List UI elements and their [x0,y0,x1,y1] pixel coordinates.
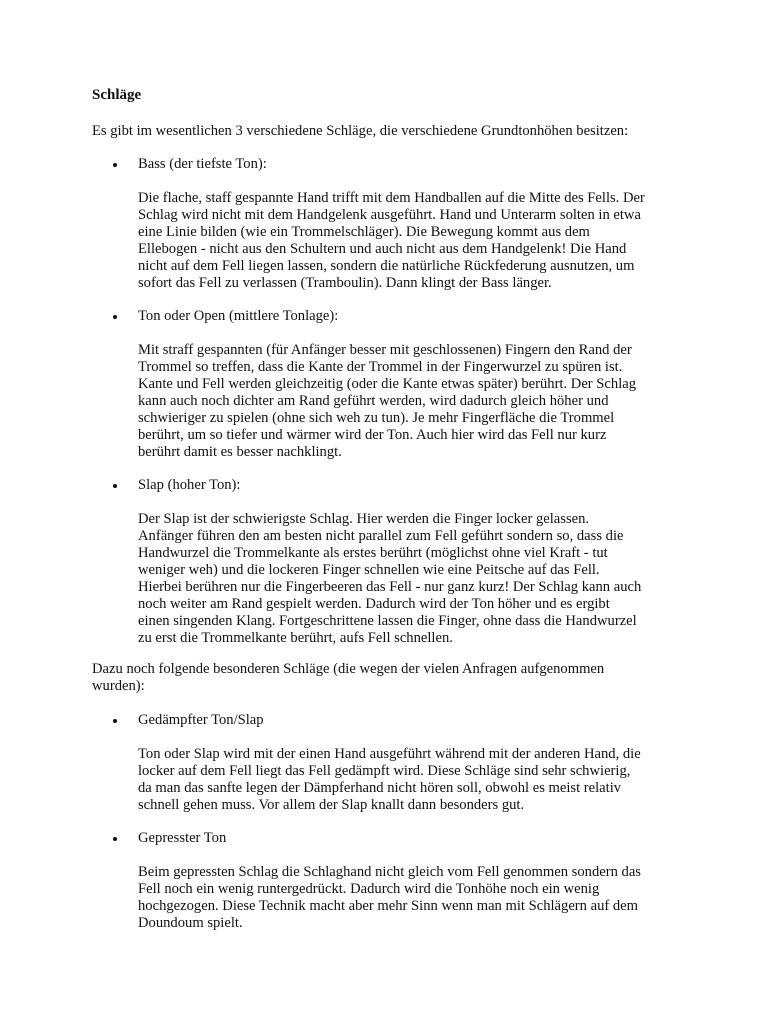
text-line: Mit straff gespannten (für Anfänger besser mit geschlossenen) Fingern den Rand der [138,342,632,358]
text-line: schnell gehen muss. Vor allem der Slap knallt dann besonders gut. [138,797,525,813]
text-line: weniger weh) und die lockeren Finger schnellen wie eine Peitsche auf das Fell. [138,562,600,578]
page-title: Schläge [92,87,142,103]
text-line: hochgezogen. Diese Technik macht aber mehr Sinn wenn man mit Schlägern auf dem [138,898,639,914]
text-line: kann auch noch dichter am Rand geführt werden, wird dadurch gleich höher und [138,393,609,409]
text-line: zu erst die Trommelkante berührt, aufs Fell schnellen. [138,630,453,646]
text-line: Handwurzel die Trommelkante als erstes berührt (möglichst ohne viel Kraft - tut [138,545,608,561]
extra-intro-paragraph [92,661,692,695]
text-line: Hierbei berühren nur die Fingerbeeren das Fell - nur ganz kurz! Der Schlag kann auch [138,579,642,595]
stroke-label: Slap (hoher Ton): [138,477,241,493]
text-line: locker auf dem Fell liegt das Fell gedämpft wird. Diese Schläge sind sehr schwierig, [138,763,631,779]
stroke-description-bass [138,190,678,292]
text-line: Fell noch ein wenig runtergedrückt. Dadurch wird die Tonhöhe noch ein wenig [138,881,600,897]
text-line: noch weiter am Rand gespielt werden. Dadurch wird der Ton höher und es ergibt [138,596,610,612]
intro-paragraph: Es gibt im wesentlichen 3 verschiedene Schläge, die verschiedene Grundtonhöhen besitzen: [92,123,629,139]
text-line: wurden): [92,678,145,694]
text-line: Beim gepressten Schlag die Schlaghand nicht gleich vom Fell genommen sondern das [138,864,641,880]
stroke-description-slap [138,511,678,647]
text-line: Doundoum spielt. [138,915,243,931]
text-line: Kante und Fell werden gleichzeitig (oder die Kante etwas später) berührt. Der Schlag [138,376,637,392]
stroke-label: Ton oder Open (mittlere Tonlage): [138,308,339,324]
text-line: schwieriger zu spielen (ohne sich weh zu tun). Je mehr Fingerfläche die Trommel [138,410,615,426]
text-line: Trommel so treffen, dass die Kante der Trommel in der Fingerwurzel zu spüren ist. [138,359,623,375]
text-line: Dazu noch folgende besonderen Schläge (die wegen der vielen Anfragen aufgenommen [92,661,605,677]
stroke-description-gepresster-ton [138,864,678,932]
stroke-description-gedaempfter-ton [138,746,678,814]
stroke-label: Gepresster Ton [138,830,227,846]
text-line: Anfänger führen den am besten nicht parallel zum Fell geführt sondern so, dass die [138,528,624,544]
text-line: Schlag wird nicht mit dem Handgelenk ausgeführt. Hand und Unterarm solten in etwa [138,207,641,223]
stroke-description-ton [138,342,678,461]
stroke-label: Gedämpfter Ton/Slap [138,712,264,728]
text-line: nicht auf dem Fell liegen lassen, sondern die natürliche Rückfederung ausnutzen, um [138,258,635,274]
text-line: Ellebogen - nicht aus den Schultern und auch nicht aus dem Handgelenk! Die Hand [138,241,627,257]
text-line: berührt, um so tiefer und wärmer wird der Ton. Auch hier wird das Fell nur kurz [138,427,607,443]
text-line: Der Slap ist der schwierigste Schlag. Hier werden die Finger locker gelassen. [138,511,590,527]
text-line: Die flache, staff gespannte Hand trifft mit dem Handballen auf die Mitte des Fells. Der [138,190,645,206]
text-line: Ton oder Slap wird mit der einen Hand ausgeführt während mit der anderen Hand, die [138,746,641,762]
text-line: eine Linie bilden (wie ein Trommelschläger). Die Bewegung kommt aus dem [138,224,590,240]
text-line: berührt damit es besser nachklingt. [138,444,342,460]
text-line: da man das sanfte legen der Dämpferhand nicht hören soll, obwohl es meist relativ [138,780,622,796]
text-line: sofort das Fell zu verlassen (Tramboulin). Dann klingt der Bass länger. [138,275,552,291]
stroke-label: Bass (der tiefste Ton): [138,156,267,172]
text-line: einen singenden Klang. Fortgeschrittene lassen die Finger, ohne dass die Handwurzel [138,613,637,629]
